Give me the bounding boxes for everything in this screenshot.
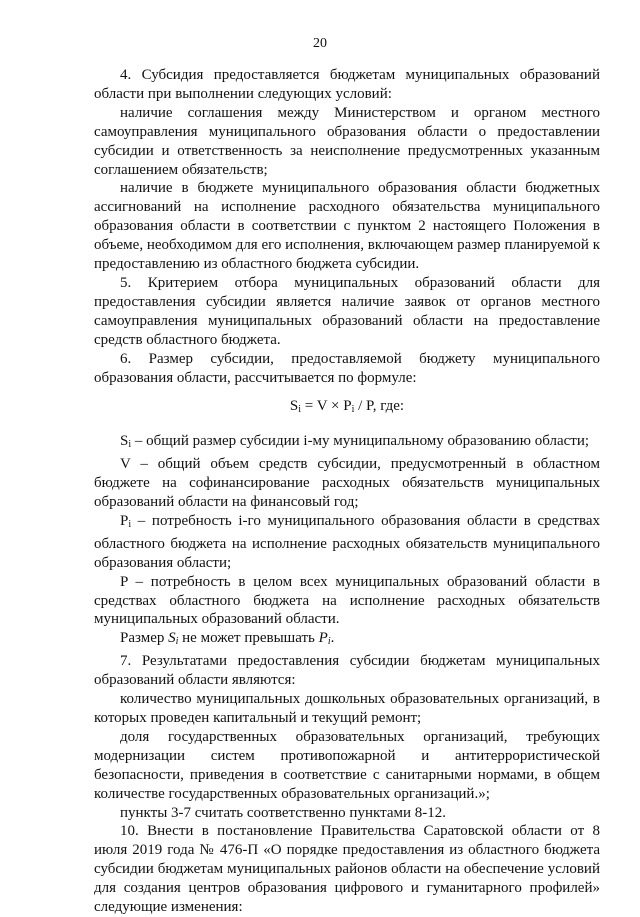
renumber-note: пункты 3-7 считать соответственно пунктами 8-12. xyxy=(120,804,446,821)
paragraph-7: 7. Результатами предоставления субсидии бюджетам муниципальных образований области являются: xyxy=(94,653,600,689)
formula: $S_i = V \times P_i / P$, где: xyxy=(289,398,405,416)
definition-v: V – общий объем средств субсидии, предусмотренный в областном бюджете на софинансирование расходных обязательств муниципальных образований области на финансовый год; xyxy=(94,456,600,511)
definition-pi: $P_i$ – потребность i-го муниципального образования области в средствах областного бюджета на исполнение расходных обязательств муниципального образования области; xyxy=(94,512,600,571)
condition-budget: наличие в бюджете муниципального образования области бюджетных ассигнований на исполнение расходного обязательства муниципального образования области в соответствии с пунктом 2 настоящего Положения в объеме, необходимом для его исполнения, включающем размер планируемой к предоставлению из областного бюджета субсидии. xyxy=(94,180,600,273)
definition-si: $S_i$ – общий размер субсидии i-му муниципальному образованию области; xyxy=(120,433,590,451)
paragraph-5: 5. Критерием отбора муниципальных образований области для предоставления субсидии является наличие заявок от органов местного самоуправления муниципальных образований области на предоставление средств областного бюджета. xyxy=(94,274,600,348)
condition-agreement: наличие соглашения между Министерством и органом местного самоуправления муниципального образования области о предоставлении субсидии и ответственность за неисполнение предусмотренных указанным соглашением обязательств; xyxy=(94,104,600,178)
paragraph-4: 4. Субсидия предоставляется бюджетам муниципальных образований области при выполнении следующих условий: xyxy=(94,67,600,102)
definition-p: P – потребность в целом всех муниципальных образований области в средствах областного бюджета на исполнение расходных обязательств муниципальных образований области. xyxy=(94,573,600,628)
page-number: 20 xyxy=(313,36,327,51)
result-preschool: количество муниципальных дошкольных образовательных организаций, в которых проведен капитальный и текущий ремонт; xyxy=(94,691,600,726)
document-body xyxy=(94,66,600,917)
limit-statement: Размер $S_i$ не может превышать $P_i$. xyxy=(120,630,335,648)
paragraph-10: 10. Внести в постановление Правительства Саратовской области от 8 июля 2019 года № 476-П «О порядке предоставления из областного бюджета субсидии бюджетам муниципальных районов области на обеспечение условий для создания центров образования цифрового и гуманитарного профилей» следующие изменения: xyxy=(94,823,600,916)
paragraph-6: 6. Размер субсидии, предоставляемой бюджету муниципального образования области, рассчитывается по формуле: xyxy=(94,350,600,386)
result-share: доля государственных образовательных организаций, требующих модернизации систем противопожарной и антитеррористической безопасности, приведения в соответствие с санитарными нормами, в общем количестве государственных образовательных организаций.»; xyxy=(94,728,600,802)
